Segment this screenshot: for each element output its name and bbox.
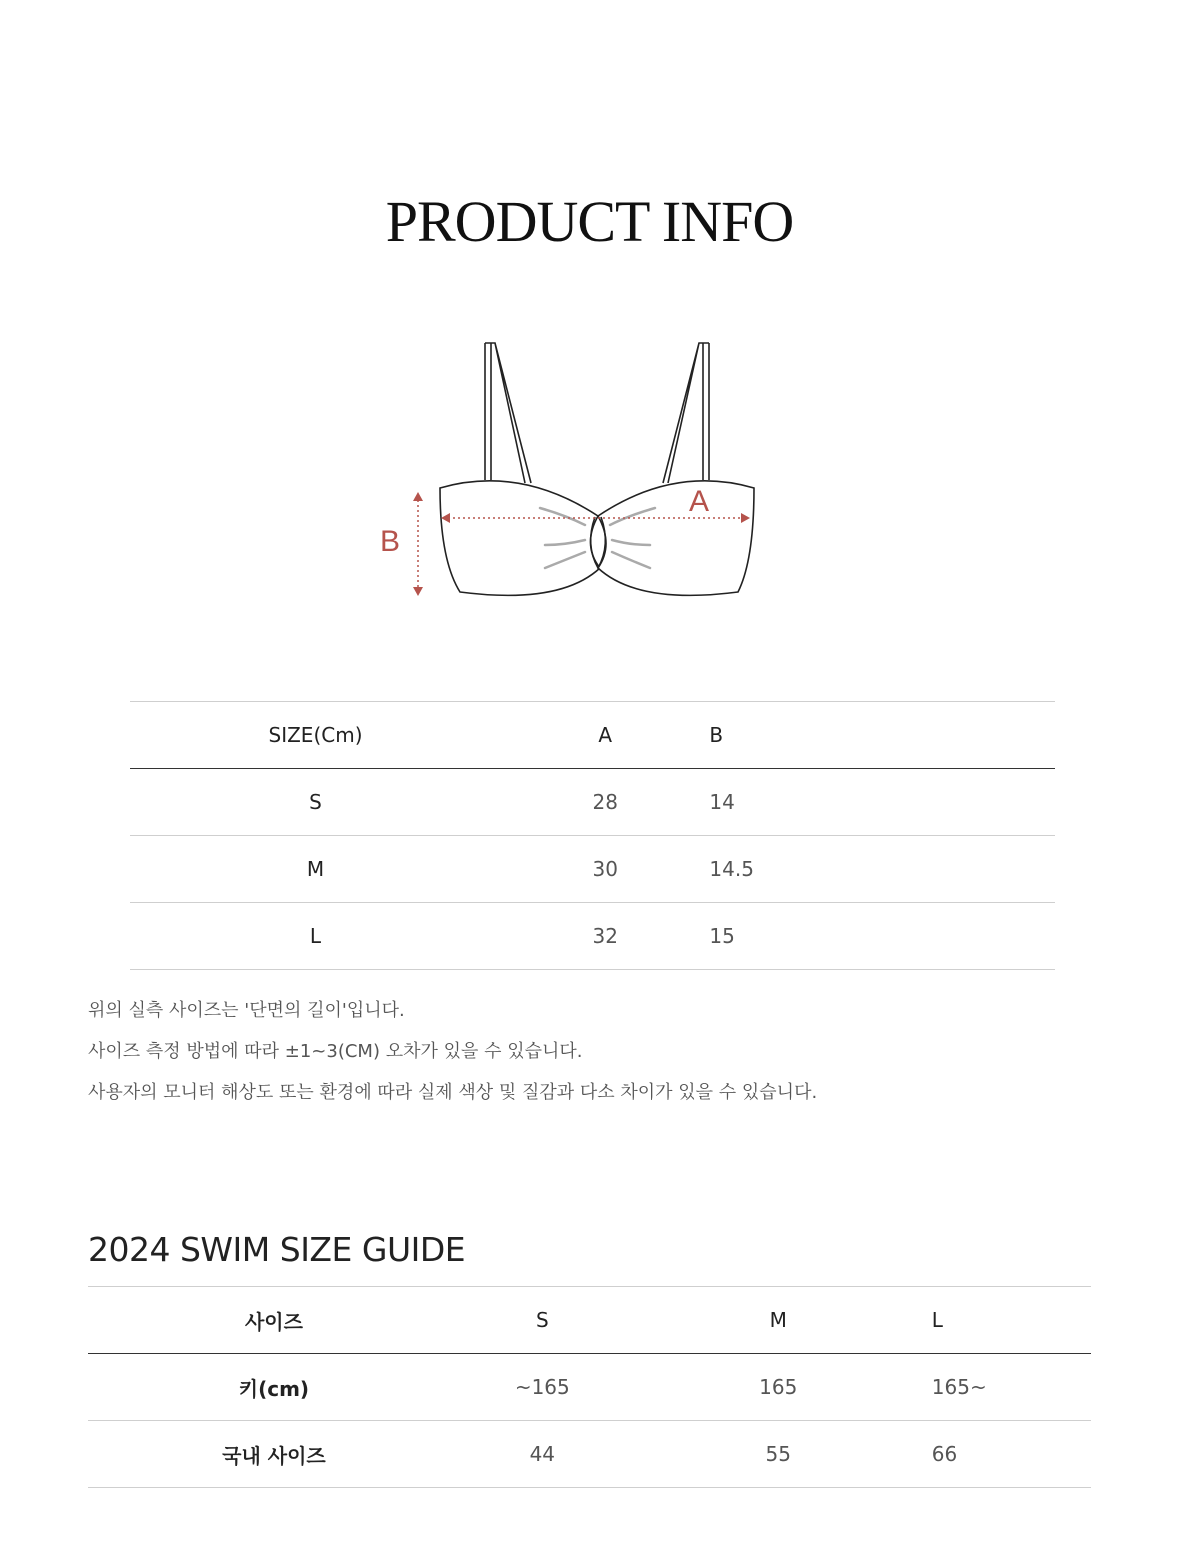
table-row [130, 836, 1055, 903]
s-cell: 44 [460, 1421, 625, 1488]
header-s: S [460, 1287, 625, 1354]
size-guide-table [88, 1286, 1091, 1488]
header-b: B [709, 702, 1055, 769]
header-a: A [501, 702, 709, 769]
b-cell: 14 [709, 769, 1055, 836]
size-guide-title: 2024 SWIM SIZE GUIDE [88, 1230, 466, 1269]
header-size: 사이즈 [88, 1287, 460, 1354]
note-line: 사이즈 측정 방법에 따라 ±1~3(CM) 오차가 있을 수 있습니다. [88, 1041, 583, 1062]
table-row [130, 903, 1055, 970]
page-title: PRODUCT INFO [385, 189, 794, 254]
size-cell: L [130, 903, 501, 970]
bikini-top-diagram [360, 330, 780, 620]
right-cup [598, 481, 754, 596]
size-cell: M [130, 836, 501, 903]
row-label: 키(cm) [88, 1354, 460, 1421]
table-row [130, 769, 1055, 836]
left-cup [440, 481, 600, 596]
a-cell: 30 [501, 836, 709, 903]
note-line: 위의 실측 사이즈는 '단면의 길이'입니다. [88, 1000, 405, 1021]
l-cell: 165~ [932, 1354, 1091, 1421]
a-cell: 28 [501, 769, 709, 836]
b-cell: 14.5 [709, 836, 1055, 903]
l-cell: 66 [932, 1421, 1091, 1488]
label-b: B [379, 525, 401, 558]
size-notes [88, 990, 817, 1113]
row-label: 국내 사이즈 [88, 1421, 460, 1488]
left-strap [485, 343, 531, 483]
header-l: L [932, 1287, 1091, 1354]
m-cell: 55 [625, 1421, 932, 1488]
table-header-row [88, 1287, 1091, 1354]
label-a: A [688, 485, 710, 518]
table-row [88, 1421, 1091, 1488]
header-m: M [625, 1287, 932, 1354]
table-row [88, 1354, 1091, 1421]
m-cell: 165 [625, 1354, 932, 1421]
a-cell: 32 [501, 903, 709, 970]
size-measurement-table [130, 701, 1055, 970]
b-cell: 15 [709, 903, 1055, 970]
table-header-row [130, 702, 1055, 769]
size-cell: S [130, 769, 501, 836]
right-strap [663, 343, 709, 483]
s-cell: ~165 [460, 1354, 625, 1421]
note-line: 사용자의 모니터 해상도 또는 환경에 따라 실제 색상 및 질감과 다소 차이가 있을 수 있습니다. [88, 1082, 818, 1103]
header-size: SIZE(Cm) [130, 702, 501, 769]
